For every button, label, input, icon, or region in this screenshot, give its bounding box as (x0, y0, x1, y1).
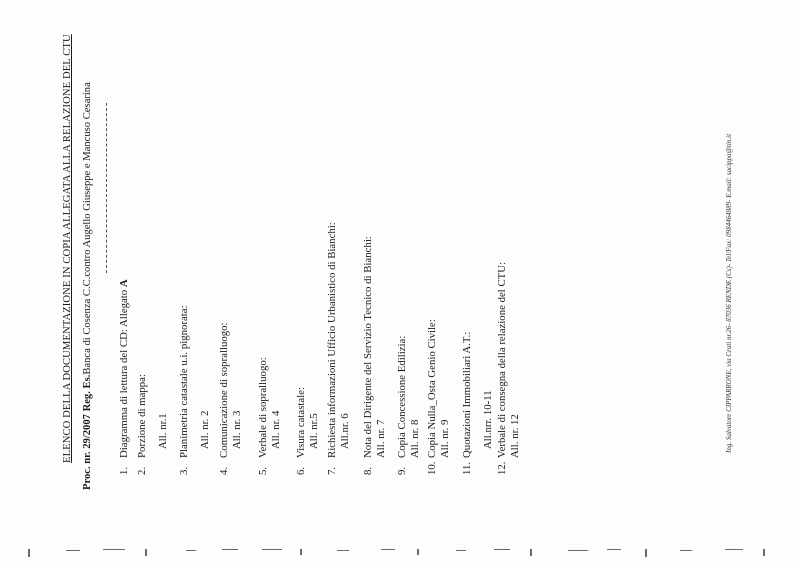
scan-edge-mark (262, 549, 282, 550)
attachment-item (295, 387, 321, 475)
procedure-parties: Banca di Cosenza C.C.contro Augello Giuseppe e Mancuso Cesarina (82, 82, 93, 375)
item-description: Comunicazione di sopralluogo: (218, 322, 230, 458)
item-description: Planimetria catastale u.i. pignorata: (178, 305, 190, 458)
attachment-item (257, 357, 283, 475)
scan-edge-mark (145, 549, 147, 556)
item-number: 11. (461, 461, 473, 475)
attachment-item (118, 279, 131, 475)
attachment-item-line (496, 262, 508, 475)
scan-edge-mark (417, 549, 419, 555)
scan-edge-mark (680, 550, 692, 551)
attachment-item (218, 322, 244, 475)
attachment-item-line (396, 336, 408, 475)
scan-edge-mark (337, 550, 349, 551)
item-attachment-ref: All. nr. 2 (199, 410, 211, 449)
item-description: Copia Nulla_Osta Genio Civile: (426, 319, 438, 458)
attachment-item (396, 336, 422, 475)
scan-edge-mark (763, 549, 765, 556)
attachment-item-line (461, 332, 473, 475)
attachment-item (136, 374, 170, 475)
document-subtitle (82, 10, 93, 490)
item-number: 6. (295, 466, 307, 475)
item-description: Verbale di sopralluogo: (257, 357, 269, 458)
item-attachment-ref: All. nr. 7 (375, 419, 387, 458)
document-title: ELENCO DELLA DOCUMENTAZIONE IN COPIA ALLEGATA ALLA RELAZIONE DEL CTU (62, 34, 73, 463)
scan-edge-mark (381, 549, 395, 550)
scan-edge-mark (186, 550, 196, 551)
attachment-item-line (362, 236, 374, 475)
scan-edge-mark (725, 549, 743, 550)
item-number: 2. (136, 466, 148, 475)
item-description: Nota del Dirigente del Servizio Tecnico di Bianchi: (362, 236, 374, 458)
item-attachment-letter: A (118, 279, 130, 288)
attachment-item-line (178, 305, 190, 475)
item-description: Diagramma di lettura del CD: Allegato (118, 289, 130, 458)
item-number: 4. (218, 466, 230, 475)
item-number: 3. (178, 466, 190, 475)
item-attachment-ref: All.nr. 6 (339, 413, 351, 449)
item-description: Quotazioni Immobiliari A.T.: (461, 331, 473, 458)
attachment-item (178, 305, 212, 475)
item-attachment-ref: All. nr. 12 (509, 414, 521, 458)
attachment-item-line (295, 387, 307, 475)
separator-line (106, 103, 107, 273)
attachment-item (461, 332, 495, 475)
item-attachment-ref: All. nr. 3 (231, 410, 243, 449)
scan-edge-mark (66, 550, 80, 551)
attachment-item-line (257, 357, 269, 475)
item-number: 10. (426, 461, 438, 475)
item-description: Copia Concessione Edilizia: (396, 335, 408, 458)
scan-edge-mark (530, 549, 532, 556)
item-description: Verbale di consegna della relazione del CTU: (496, 261, 508, 458)
attachment-item (496, 262, 522, 475)
scan-edge-mark (494, 549, 510, 550)
document-footer: Ing. Salvatore CIPPARRONE, via Crati nr.26- 87036 RENDE (Cs)- Tel/Fax: 0984464889- E.mail: sacippa@tin.it (725, 133, 733, 453)
item-description: Richiesta informazioni Ufficio Urbanistico di Bianchi: (326, 222, 338, 458)
attachment-item-line (326, 222, 338, 475)
item-number: 8. (362, 466, 374, 475)
item-attachment-ref: All. nr. 9 (439, 419, 451, 458)
attachment-item (426, 319, 452, 475)
item-description: Visura catastale: (295, 387, 307, 458)
scan-edge-mark (103, 549, 125, 550)
item-attachment-ref: All.nrr. 10-11 (482, 390, 494, 449)
scan-edge-mark (222, 549, 238, 550)
scan-edge-mark (568, 550, 588, 551)
attachment-item (326, 222, 352, 475)
scan-edge-mark (607, 549, 621, 550)
item-attachment-ref: All. nr. 4 (270, 410, 282, 449)
item-number: 1. (118, 466, 130, 475)
attachment-item (362, 236, 388, 475)
item-attachment-ref: All. nr.1 (157, 413, 169, 449)
item-attachment-ref: All. nr.5 (308, 413, 320, 449)
item-number: 9. (396, 466, 408, 475)
procedure-number: Proc. nr. 29/2007 Reg. Es. (82, 374, 93, 490)
item-number: 7. (326, 466, 338, 475)
attachment-item-line (136, 374, 148, 475)
scan-edge-mark (28, 549, 30, 557)
item-number: 12. (496, 461, 508, 475)
scan-edge-mark (300, 549, 302, 555)
item-description: Porzione di mappa: (136, 374, 148, 458)
scan-edge-mark (456, 550, 466, 551)
item-number: 5. (257, 466, 269, 475)
scan-edge-mark (645, 549, 647, 557)
attachment-item-line (118, 279, 130, 475)
item-attachment-ref: All. nr. 8 (409, 419, 421, 458)
attachment-item-line (426, 319, 438, 475)
attachment-item-line (218, 322, 230, 475)
